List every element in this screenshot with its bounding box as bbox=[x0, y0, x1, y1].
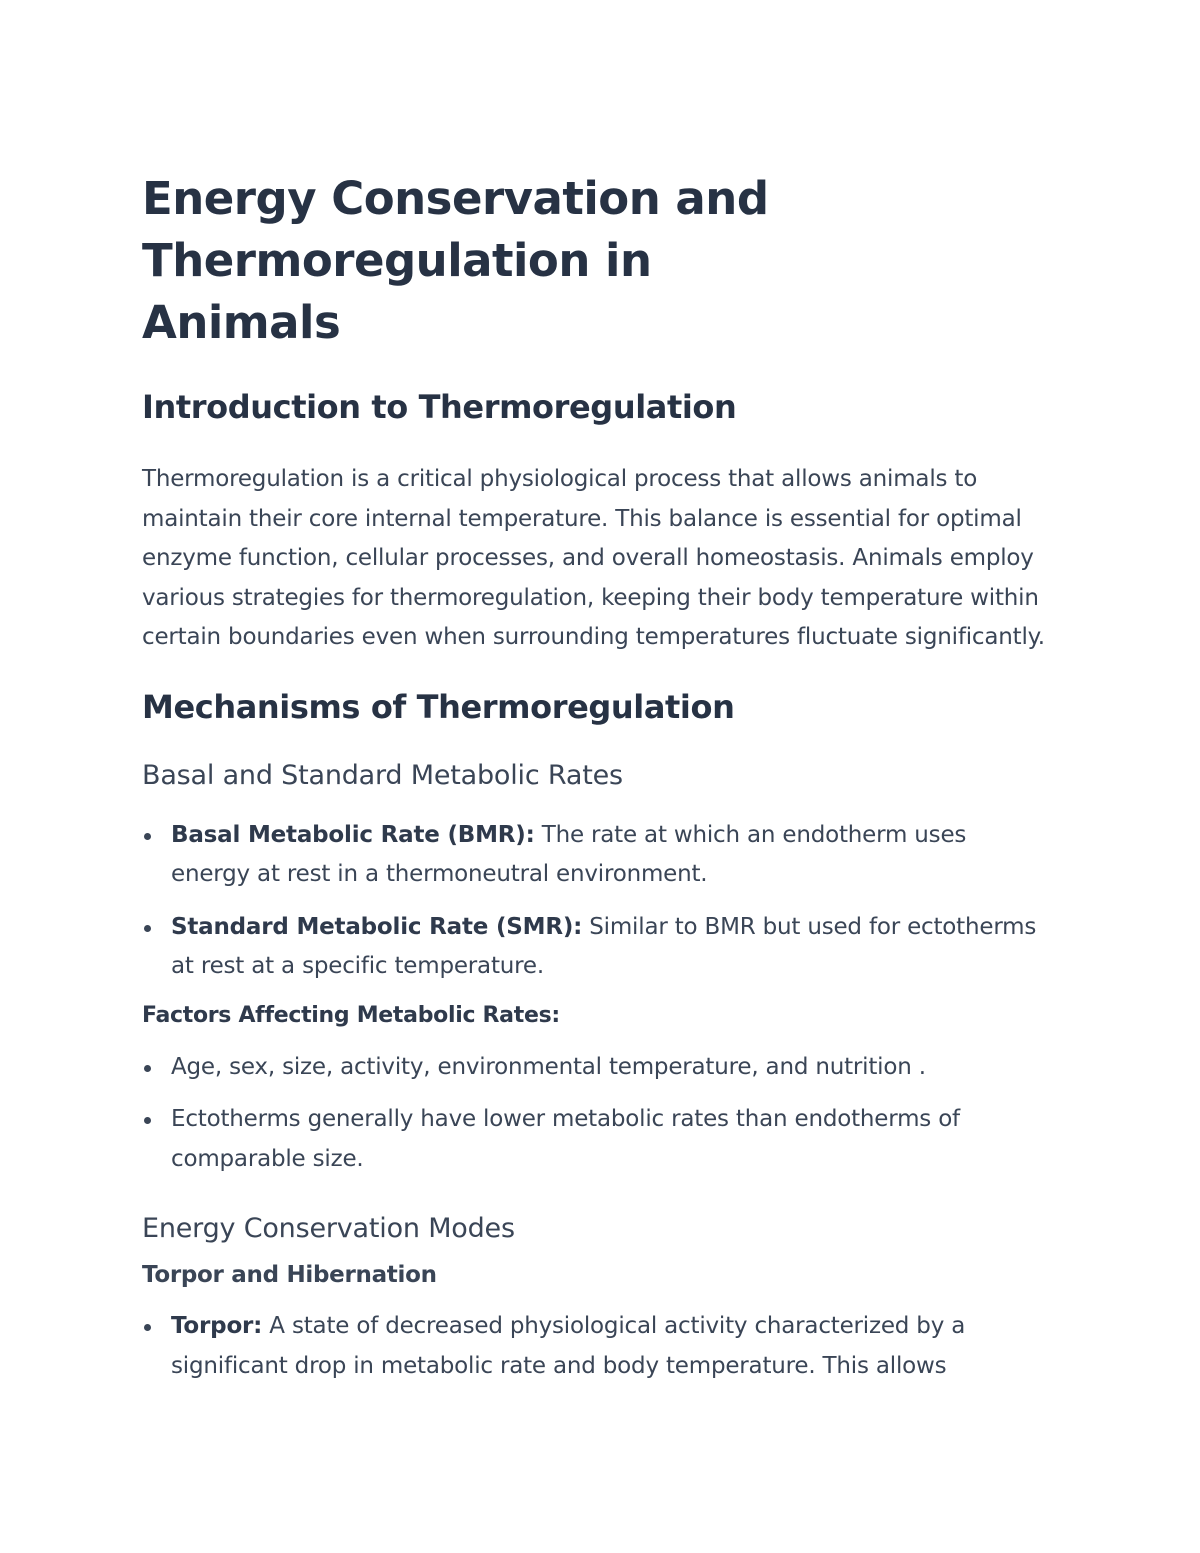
list-item: Age, sex, size, activity, environmental temperature, and nutrition . bbox=[142, 1048, 1052, 1088]
list-item bbox=[142, 816, 1052, 895]
intro-paragraph: Thermoregulation is a critical physiological process that allows animals to maintain their core internal temperature. This balance is essential for optimal enzyme function, cellular processes, and overall homeostasis. Animals employ various strategies for thermoregulation, keeping their body temperature within certain boundaries even when surrounding temperatures fluctuate significantly. bbox=[142, 466, 1045, 650]
list-item-term: Basal Metabolic Rate (BMR): bbox=[171, 821, 535, 848]
list-item-text: Similar to BMR but used for ectotherms at rest at a specific temperature. bbox=[171, 913, 1037, 979]
document-title-line-2: Thermoregulation in Animals bbox=[142, 234, 652, 349]
factors-label: Factors Affecting Metabolic Rates: bbox=[142, 1002, 560, 1028]
metabolic-rates-list bbox=[142, 816, 1052, 987]
intro-heading: Introduction to Thermoregulation bbox=[142, 388, 737, 426]
torpor-list bbox=[142, 1307, 1052, 1386]
document-title bbox=[142, 168, 862, 354]
document-title-line-1: Energy Conservation and bbox=[142, 172, 769, 225]
list-item-text: A state of decreased physiological activity characterized by a significant drop in metabolic rate and body temperature. This allows bbox=[171, 1313, 966, 1379]
torpor-hibernation-label: Torpor and Hibernation bbox=[142, 1262, 437, 1288]
metabolic-rates-heading: Basal and Standard Metabolic Rates bbox=[142, 759, 623, 791]
list-item: Ectotherms generally have lower metabolic rates than endotherms of comparable size. bbox=[142, 1100, 1052, 1179]
list-item bbox=[142, 908, 1052, 987]
list-item bbox=[142, 1307, 1052, 1386]
list-item-term: Standard Metabolic Rate (SMR): bbox=[171, 913, 583, 940]
mechanisms-heading: Mechanisms of Thermoregulation bbox=[142, 687, 735, 726]
list-item-text: The rate at which an endotherm uses energy at rest in a thermoneutral environment. bbox=[171, 821, 967, 887]
factors-list bbox=[142, 1048, 1052, 1180]
document-page bbox=[142, 168, 1052, 1386]
energy-conservation-heading: Energy Conservation Modes bbox=[142, 1213, 515, 1244]
list-item-term: Torpor: bbox=[171, 1313, 263, 1339]
